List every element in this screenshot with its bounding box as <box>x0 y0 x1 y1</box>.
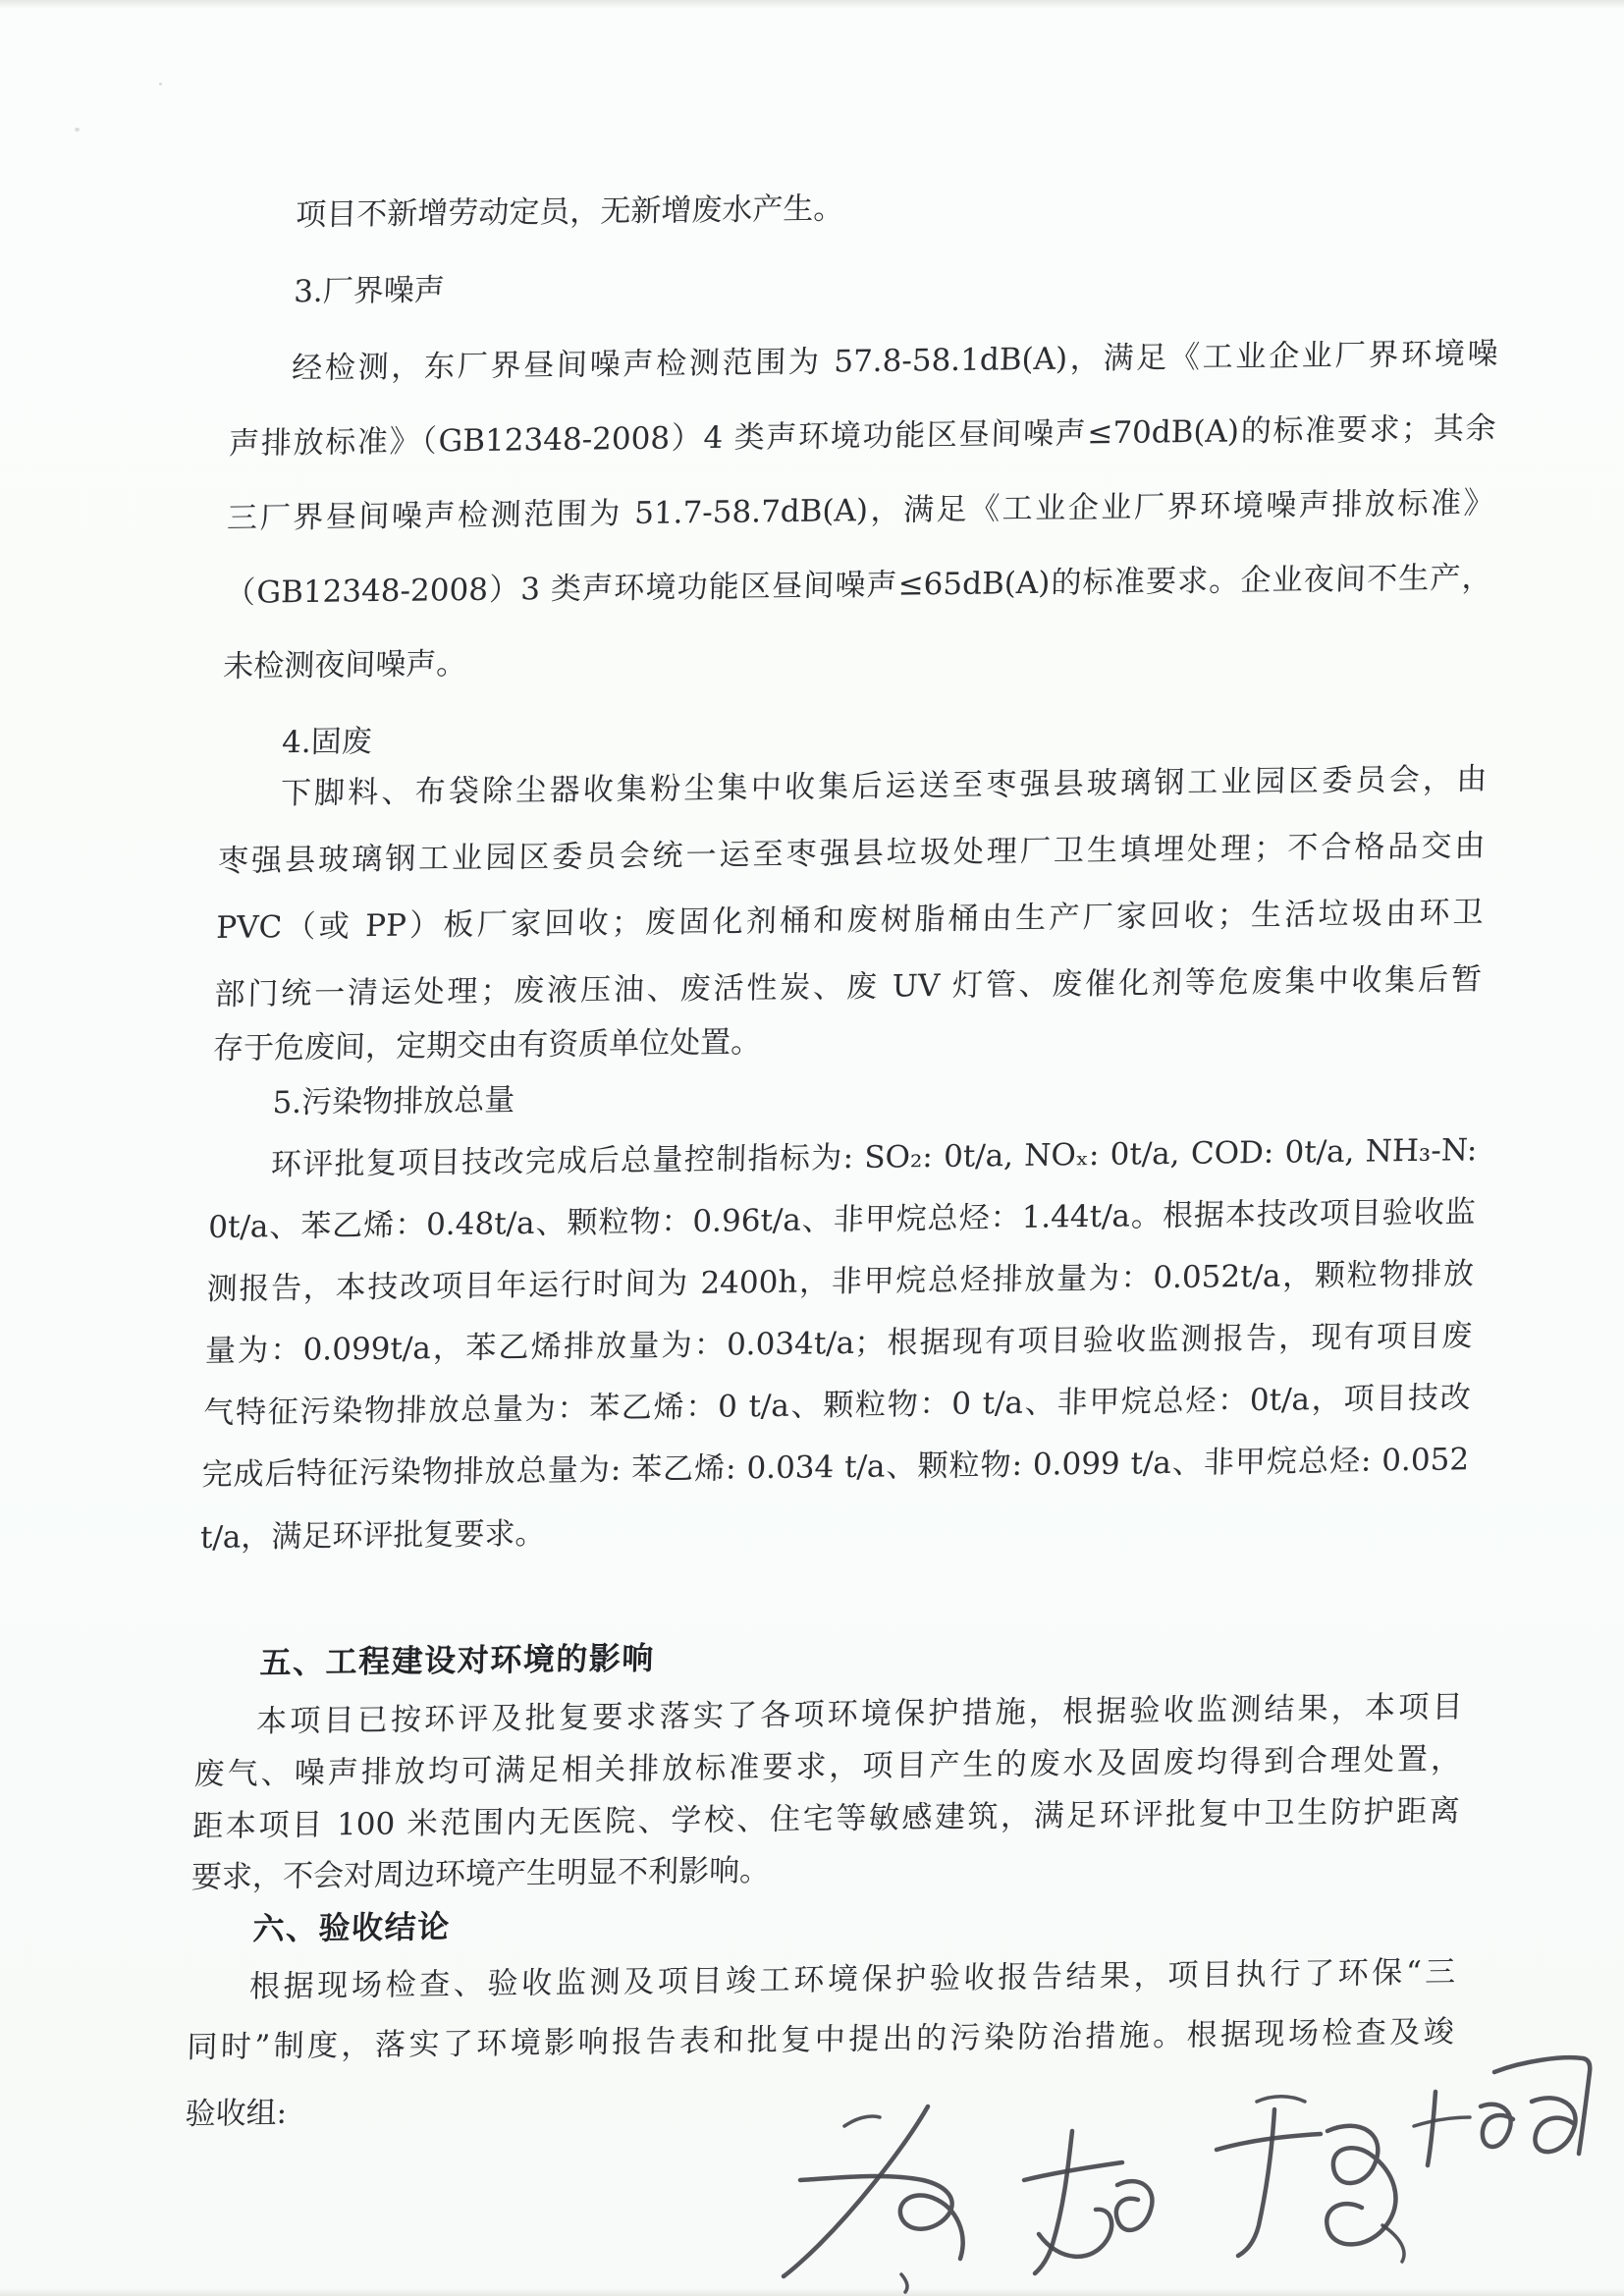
scan-speck <box>159 82 162 85</box>
signature-block <box>727 2033 1624 2296</box>
text-line: 三厂界昼间噪声检测范围为 51.7-58.7dB(A)，满足《工业企业厂界环境噪声排放标准》 <box>226 485 1495 536</box>
text-line: 完成后特征污染物排放总量为: 苯乙烯: 0.034 t/a、颗粒物: 0.099 t/a、非甲烷总烃: 0.052 <box>201 1442 1470 1493</box>
text-line: 经检测，东厂界昼间噪声检测范围为 57.8-58.1dB(A)，满足《工业企业厂界环境噪 <box>291 336 1499 387</box>
text-line: 废气、噪声排放均可满足相关排放标准要求，项目产生的废水及固废均得到合理处置， <box>193 1741 1462 1792</box>
text-line: 项目不新增劳动定员，无新增废水产生。 <box>295 191 844 234</box>
signature-1 <box>784 2106 963 2292</box>
scan-speck <box>75 128 80 132</box>
text-line: 同时”制度，落实了环境影响报告表和批复中提出的污染防治措施。根据现场检查及竣 <box>186 2014 1455 2065</box>
signature-3 <box>1217 2097 1404 2262</box>
text-line: 气特征污染物排放总量为：苯乙烯：0 t/a、颗粒物：0 t/a、非甲烷总烃：0t/a，项目技改 <box>202 1380 1472 1431</box>
subsection-heading: 3.厂界噪声 <box>293 272 446 310</box>
text-line: 验收组: <box>185 2095 288 2132</box>
section-heading: 五、工程建设对环境的影响 <box>259 1639 656 1682</box>
text-line: PVC（或 PP）板厂家回收；废固化剂桶和废树脂桶由生产厂家回收；生活垃圾由环卫 <box>215 895 1485 946</box>
text-line: 0t/a、苯乙烯：0.48t/a、颗粒物：0.96t/a、非甲烷总烃：1.44t/a。根据本技改项目验收监 <box>207 1194 1477 1245</box>
text-line: t/a，满足环评批复要求。 <box>199 1515 546 1556</box>
subsection-heading: 4.固废 <box>281 724 373 761</box>
document-content <box>181 0 1508 2296</box>
signature-2 <box>1024 2131 1152 2273</box>
text-line: 声排放标准》（GB12348-2008）4 类声环境功能区昼间噪声≤70dB(A)的标准要求；其余 <box>228 410 1497 462</box>
text-line: 下脚料、布袋除尘器收集粉尘集中收集后运送至枣强县玻璃钢工业园区委员会，由 <box>280 761 1488 812</box>
text-line: 根据现场检查、验收监测及项目竣工环境保护验收报告结果，项目执行了环保“三 <box>248 1954 1456 2005</box>
text-line: 部门统一清运处理；废液压油、废活性炭、废 UV 灯管、废催化剂等危废集中收集后暂 <box>214 961 1483 1012</box>
text-line: 距本项目 100 米范围内无医院、学校、住宅等敏感建筑，满足环评批复中卫生防护距离 <box>191 1793 1461 1844</box>
signature-4 <box>1414 2057 1590 2165</box>
text-line: 未检测夜间噪声。 <box>222 645 467 684</box>
text-line: 量为：0.099t/a，苯乙烯排放量为：0.034t/a；根据现有项目验收监测报告，现有项目废 <box>204 1318 1473 1369</box>
text-line: 环评批复项目技改完成后总量控制指标为: SO₂: 0t/a, NOₓ: 0t/a, COD: 0t/a, NH₃-N: <box>270 1132 1478 1183</box>
text-line: 存于危废间，定期交由有资质单位处置。 <box>212 1024 762 1066</box>
subsection-heading: 5.污染物排放总量 <box>272 1082 515 1121</box>
text-line: 要求，不会对周边环境产生明显不利影响。 <box>190 1852 771 1895</box>
text-line: 本项目已按环评及批复要求落实了各项环境保护措施，根据验收监测结果，本项目 <box>255 1689 1463 1740</box>
text-line: （GB12348-2008）3 类声环境功能区昼间噪声≤65dB(A)的标准要求。企业夜间不生产， <box>224 560 1493 611</box>
section-heading: 六、验收结论 <box>252 1907 452 1948</box>
text-line: 测报告，本技改项目年运行时间为 2400h，非甲烷总烃排放量为：0.052t/a，颗粒物排放 <box>206 1256 1475 1307</box>
text-line: 枣强县玻璃钢工业园区委员会统一运至枣强县垃圾处理厂卫生填埋处理；不合格品交由 <box>217 828 1486 879</box>
